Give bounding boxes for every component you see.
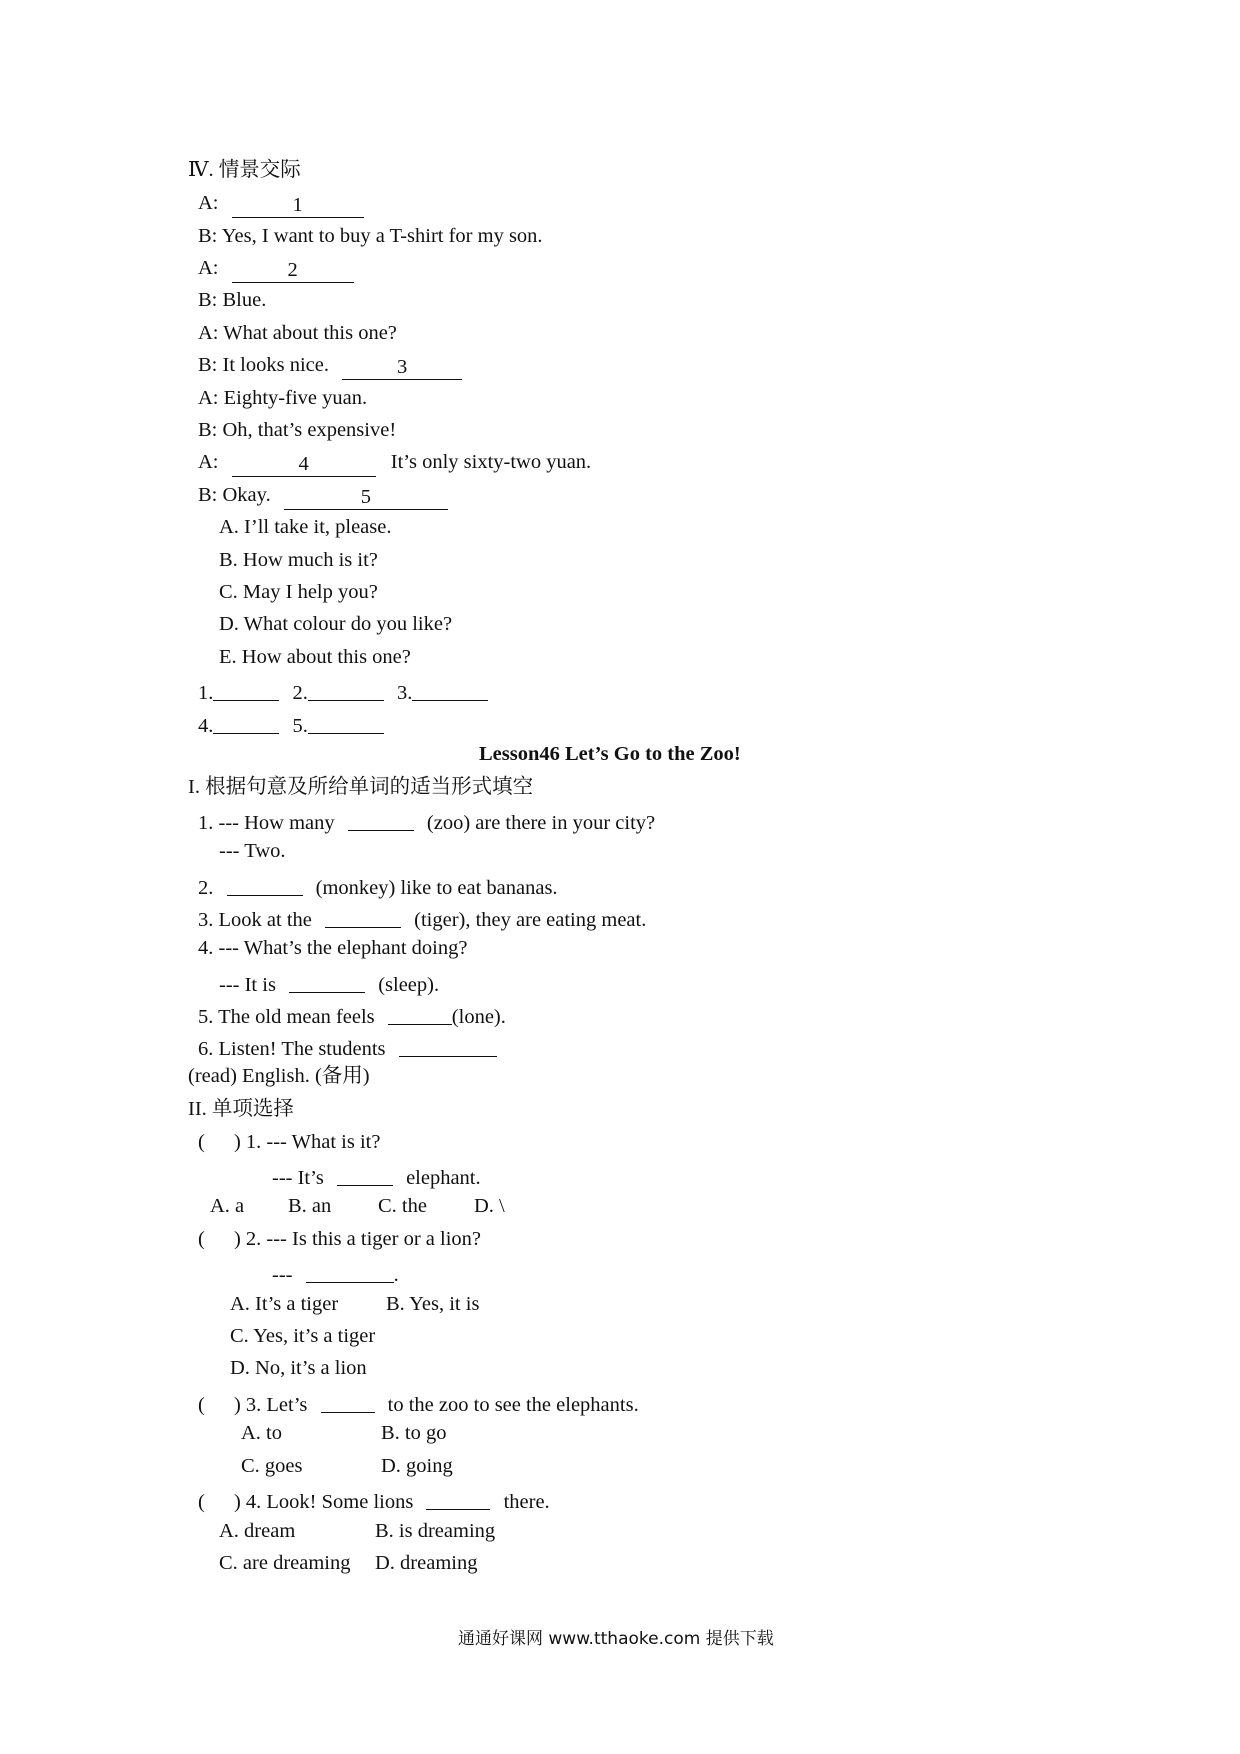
answer-blank-5[interactable]: 5 <box>284 487 448 510</box>
choice-question-2-options-row1 <box>230 1291 479 1317</box>
answer-paren[interactable]: ( <box>198 1394 205 1416</box>
answer-paren[interactable]: ( <box>198 1228 205 1250</box>
choice-option: A. It’s a tiger <box>230 1293 339 1315</box>
question-text: ) 3. Let’s <box>233 1394 308 1416</box>
lesson-title: Lesson46 Let’s Go to the Zoo! <box>479 743 741 765</box>
dialogue-line-7 <box>198 385 367 411</box>
answer-blank-2[interactable]: 2 <box>232 260 354 283</box>
fill-blank[interactable] <box>399 1034 497 1057</box>
choice-option: D. dreaming <box>375 1552 478 1574</box>
fill-blank[interactable] <box>348 808 414 831</box>
answer-row-1 <box>198 676 488 706</box>
fill-blank[interactable] <box>325 905 401 928</box>
dialogue-line-6 <box>198 352 462 378</box>
dialogue-line-10 <box>198 482 448 508</box>
dialogue-line-1 <box>198 190 364 216</box>
choice-question-1-response <box>272 1161 481 1191</box>
choice-question-1-options <box>210 1193 505 1219</box>
option-a: A. I’ll take it, please. <box>219 516 392 538</box>
answer-label: 1. <box>198 682 214 704</box>
answer-slot[interactable] <box>308 711 384 734</box>
option-e: E. How about this one? <box>219 646 411 668</box>
answer-slot[interactable] <box>213 711 279 734</box>
choice-option: D. going <box>381 1455 453 1477</box>
question-text: there. <box>503 1491 550 1513</box>
fill-blank[interactable] <box>321 1390 375 1413</box>
choice-question-1 <box>198 1129 380 1155</box>
dialogue-text: It’s only sixty-two yuan. <box>390 451 592 473</box>
dialogue-line-9 <box>198 449 591 475</box>
choice-option: B. is dreaming <box>375 1520 496 1542</box>
answer-label: 2. <box>292 682 308 704</box>
section1-heading: I. 根据句意及所给单词的适当形式填空 <box>188 776 534 798</box>
speaker: B: <box>198 419 218 441</box>
fill-blank[interactable] <box>388 1002 452 1025</box>
question-text: ) 4. Look! Some lions <box>233 1491 414 1513</box>
answer-label: 4. <box>198 715 214 737</box>
dialogue-text: Okay. <box>222 484 271 506</box>
answer-paren[interactable]: ( <box>198 1491 205 1513</box>
option-d: D. What colour do you like? <box>219 613 453 635</box>
dialogue-text: It looks nice. <box>222 354 329 376</box>
choice-question-4 <box>198 1485 550 1515</box>
question-text: (zoo) are there in your city? <box>426 812 656 834</box>
choice-option: A. a <box>210 1195 245 1217</box>
question-text: 1. --- How many <box>198 812 335 834</box>
question-text: --- <box>272 1264 293 1286</box>
answer-label: 5. <box>292 715 308 737</box>
answer-paren[interactable]: ( <box>198 1131 205 1153</box>
choice-question-2-response <box>272 1258 399 1288</box>
choice-question-3-options-row1 <box>241 1420 447 1446</box>
fill-question-4: 4. --- What’s the elephant doing? <box>198 937 468 959</box>
speaker: A: <box>198 192 219 214</box>
question-text: to the zoo to see the elephants. <box>387 1394 639 1416</box>
dialogue-line-3 <box>198 255 354 281</box>
dialogue-text: Yes, I want to buy a T-shirt for my son. <box>221 225 543 247</box>
fill-blank[interactable] <box>426 1487 490 1510</box>
dialogue-text: Blue. <box>222 289 267 311</box>
answer-blank-1[interactable]: 1 <box>232 195 364 218</box>
dialogue-line-4 <box>198 287 266 313</box>
speaker: B: <box>198 225 218 247</box>
question-text: 6. Listen! The students <box>198 1038 386 1060</box>
dialogue-text: Eighty-five yuan. <box>223 387 368 409</box>
choice-option: D. \ <box>474 1195 505 1217</box>
question-text: 2. <box>198 877 214 899</box>
fill-question-6-cont: (read) English. (备用) <box>188 1065 370 1087</box>
dialogue-line-2 <box>198 223 543 249</box>
choice-question-2-option-c: C. Yes, it’s a tiger <box>230 1325 376 1347</box>
question-text: --- It is <box>219 974 276 996</box>
speaker: A: <box>198 257 219 279</box>
question-text: ) 1. --- What is it? <box>233 1131 381 1153</box>
question-text: 3. Look at the <box>198 909 312 931</box>
option-c: C. May I help you? <box>219 581 378 603</box>
dialogue-line-8 <box>198 417 396 443</box>
question-text: (sleep). <box>378 974 440 996</box>
question-text: ) 2. --- Is this a tiger or a lion? <box>233 1228 482 1250</box>
answer-label: 3. <box>397 682 413 704</box>
fill-blank[interactable] <box>289 970 365 993</box>
question-text: 5. The old mean feels <box>198 1006 375 1028</box>
fill-blank[interactable] <box>227 873 303 896</box>
speaker: B: <box>198 289 218 311</box>
choice-question-2 <box>198 1226 481 1252</box>
fill-question-6 <box>198 1032 497 1062</box>
fill-question-1-answer: --- Two. <box>219 840 286 862</box>
choice-option: C. the <box>378 1195 427 1217</box>
choice-option: B. an <box>288 1195 332 1217</box>
choice-option: A. to <box>241 1422 282 1444</box>
fill-blank[interactable] <box>306 1260 394 1283</box>
answer-slot[interactable] <box>213 678 279 701</box>
speaker: A: <box>198 387 219 409</box>
choice-question-4-options-row2 <box>219 1550 477 1576</box>
choice-option: B. Yes, it is <box>386 1293 480 1315</box>
dialogue-text: Oh, that’s expensive! <box>222 419 397 441</box>
speaker: B: <box>198 354 218 376</box>
choice-question-3-options-row2 <box>241 1453 453 1479</box>
answer-row-2 <box>198 709 384 739</box>
speaker: A: <box>198 322 219 344</box>
answer-slot[interactable] <box>308 678 384 701</box>
option-b: B. How much is it? <box>219 549 378 571</box>
speaker: A: <box>198 451 219 473</box>
question-text: --- It’s <box>272 1167 324 1189</box>
choice-option: C. are dreaming <box>219 1552 351 1574</box>
question-text: . <box>393 1264 399 1286</box>
choice-question-3 <box>198 1388 639 1418</box>
choice-option: B. to go <box>381 1422 447 1444</box>
fill-question-4-answer <box>219 968 439 998</box>
answer-blank-4[interactable]: 4 <box>232 454 376 477</box>
fill-blank[interactable] <box>337 1163 393 1186</box>
page-footer: 通通好课网 www.tthaoke.com 提供下载 <box>458 1629 774 1649</box>
choice-question-2-option-d: D. No, it’s a lion <box>230 1357 367 1379</box>
fill-question-1 <box>198 806 655 836</box>
question-text: elephant. <box>406 1167 481 1189</box>
choice-question-4-options-row1 <box>219 1518 495 1544</box>
fill-question-5 <box>198 1000 506 1030</box>
question-text: (tiger), they are eating meat. <box>414 909 647 931</box>
answer-blank-3[interactable]: 3 <box>342 357 462 380</box>
section4-heading: Ⅳ. 情景交际 <box>188 159 301 181</box>
answer-slot[interactable] <box>412 678 488 701</box>
speaker: B: <box>198 484 218 506</box>
choice-option: A. dream <box>219 1520 296 1542</box>
section2-heading: II. 单项选择 <box>188 1098 294 1120</box>
fill-question-3 <box>198 903 646 933</box>
question-text: (lone). <box>451 1006 506 1028</box>
dialogue-text: What about this one? <box>223 322 397 344</box>
choice-option: C. goes <box>241 1455 303 1477</box>
fill-question-2 <box>198 871 558 901</box>
question-text: (monkey) like to eat bananas. <box>315 877 558 899</box>
dialogue-line-5 <box>198 320 397 346</box>
